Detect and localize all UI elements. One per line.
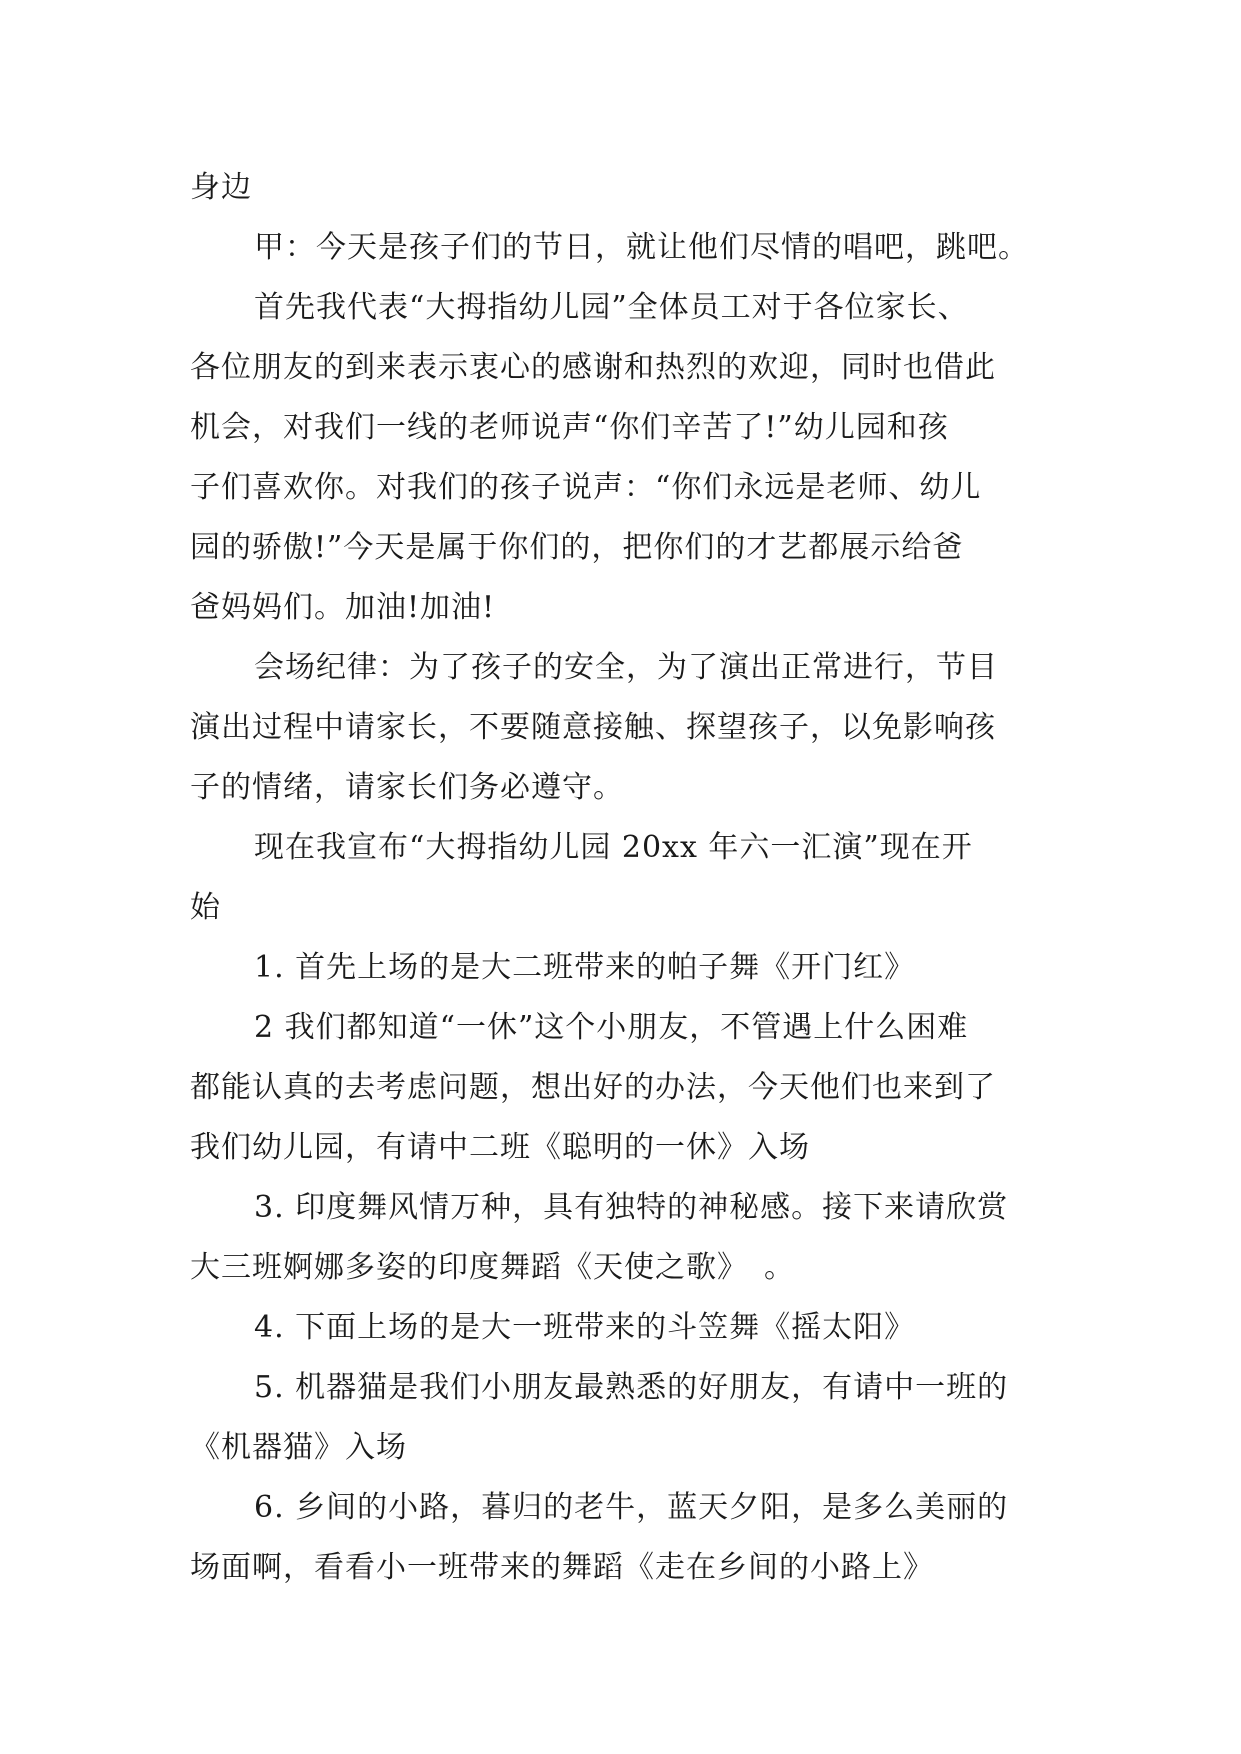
text-line: 大三班婀娜多姿的印度舞蹈《天使之歌》 。 — [190, 1250, 795, 1285]
text-line: 我们幼儿园，有请中二班《聪明的一休》入场 — [190, 1130, 810, 1165]
text-line: 场面啊，看看小一班带来的舞蹈《走在乡间的小路上》 — [190, 1550, 934, 1585]
text-line: 1. 首先上场的是大二班带来的帕子舞《开门红》 — [254, 950, 916, 985]
text-line: 始 — [190, 890, 221, 925]
text-line: 4. 下面上场的是大一班带来的斗笠舞《摇太阳》 — [254, 1310, 916, 1345]
text-line: 6. 乡间的小路，暮归的老牛，蓝天夕阳，是多么美丽的 — [254, 1490, 1009, 1525]
document-body — [190, 158, 1050, 1598]
text-line: 子的情绪，请家长们务必遵守。 — [190, 770, 624, 805]
text-line: 机会，对我们一线的老师说声“你们辛苦了!”幼儿园和孩 — [190, 410, 949, 445]
text-line: 《机器猫》入场 — [190, 1430, 407, 1465]
text-line: 5. 机器猫是我们小朋友最熟悉的好朋友，有请中一班的 — [254, 1370, 1009, 1405]
text-line: 甲：今天是孩子们的节日，就让他们尽情的唱吧，跳吧。 — [254, 230, 1029, 265]
text-line: 演出过程中请家长，不要随意接触、探望孩子，以免影响孩 — [190, 710, 996, 745]
text-line: 首先我代表“大拇指幼儿园”全体员工对于各位家长、 — [254, 290, 969, 325]
text-line: 身边 — [190, 170, 252, 205]
text-line: 都能认真的去考虑问题，想出好的办法，今天他们也来到了 — [190, 1070, 996, 1105]
text-line: 各位朋友的到来表示衷心的感谢和热烈的欢迎，同时也借此 — [190, 350, 996, 385]
text-line: 爸妈妈们。加油!加油! — [190, 590, 496, 625]
text-line: 3. 印度舞风情万种，具有独特的神秘感。接下来请欣赏 — [254, 1190, 1009, 1225]
text-line: 子们喜欢你。对我们的孩子说声：“你们永远是老师、幼儿 — [190, 470, 982, 505]
text-line: 会场纪律：为了孩子的安全，为了演出正常进行，节目 — [254, 650, 998, 685]
text-line: 2 我们都知道“一休”这个小朋友，不管遇上什么困难 — [254, 1010, 969, 1045]
text-line: 现在我宣布“大拇指幼儿园 20xx 年六一汇演”现在开 — [254, 830, 973, 865]
text-line: 园的骄傲!”今天是属于你们的，把你们的才艺都展示给爸 — [190, 530, 964, 565]
